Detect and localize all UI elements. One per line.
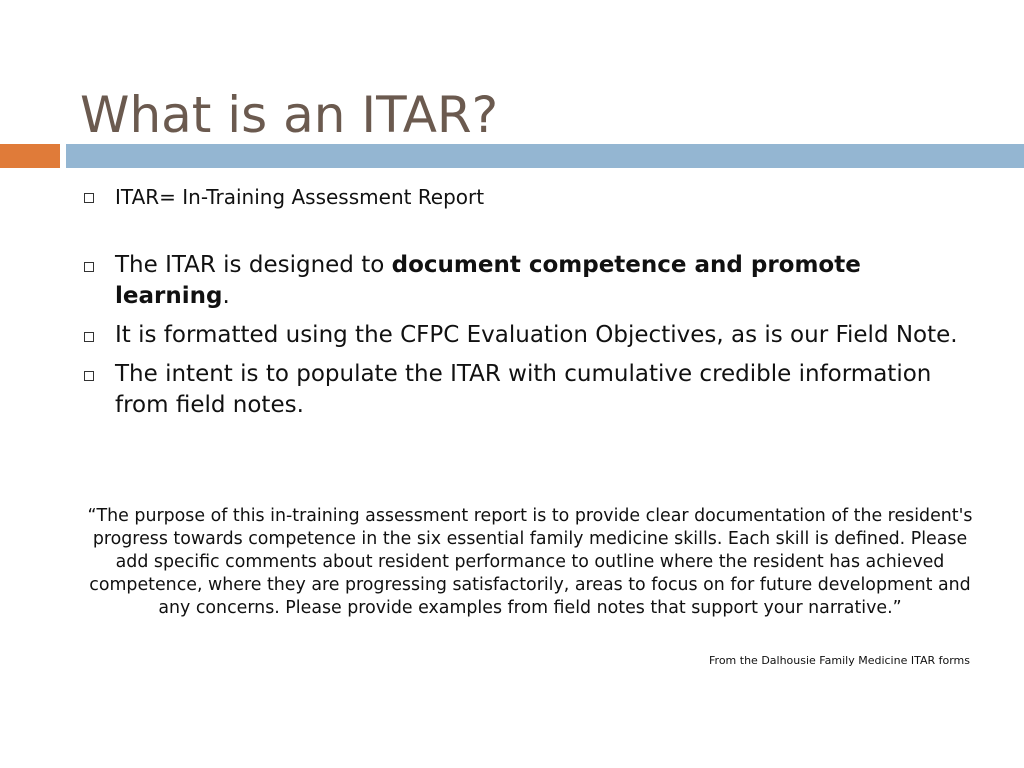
bullet-text-post: . [222, 283, 230, 309]
bullet-text-bold: document competence and promote learning [115, 252, 861, 309]
quote-source: From the Dalhousie Family Medicine ITAR forms [709, 654, 970, 667]
bullet-item-intent [82, 359, 982, 421]
accent-bar-blue [66, 144, 1024, 168]
bullet-item-definition [82, 184, 982, 210]
bullet-text-pre: The ITAR is designed to [115, 252, 392, 278]
bullet-text: It is formatted using the CFPC Evaluation Objectives, as is our Field Note. [115, 322, 958, 348]
bullet-item-format [82, 320, 982, 351]
bullet-item-purpose [82, 250, 982, 312]
slide-title: What is an ITAR? [80, 85, 499, 144]
itar-purpose-quote: “The purpose of this in-training assessment report is to provide clear documentation of the resident's progress towards competence in the six essential family medicine skills. Each skill is defined. Please add specific comments about resident performance to outline where the resident has achieved competence, where they are progressing satisfactorily, areas to focus on for future development and any concerns. Please provide examples from field notes that support your narrative.” [87, 506, 973, 618]
bullet-list [82, 184, 982, 421]
hollow-square-icon [84, 262, 94, 272]
hollow-square-icon [84, 371, 94, 381]
bullet-text: ITAR= In-Training Assessment Report [115, 185, 485, 209]
hollow-square-icon [84, 193, 94, 203]
accent-bar-orange [0, 144, 60, 168]
hollow-square-icon [84, 332, 94, 342]
bullet-text: The intent is to populate the ITAR with cumulative credible information from field notes. [115, 361, 932, 418]
